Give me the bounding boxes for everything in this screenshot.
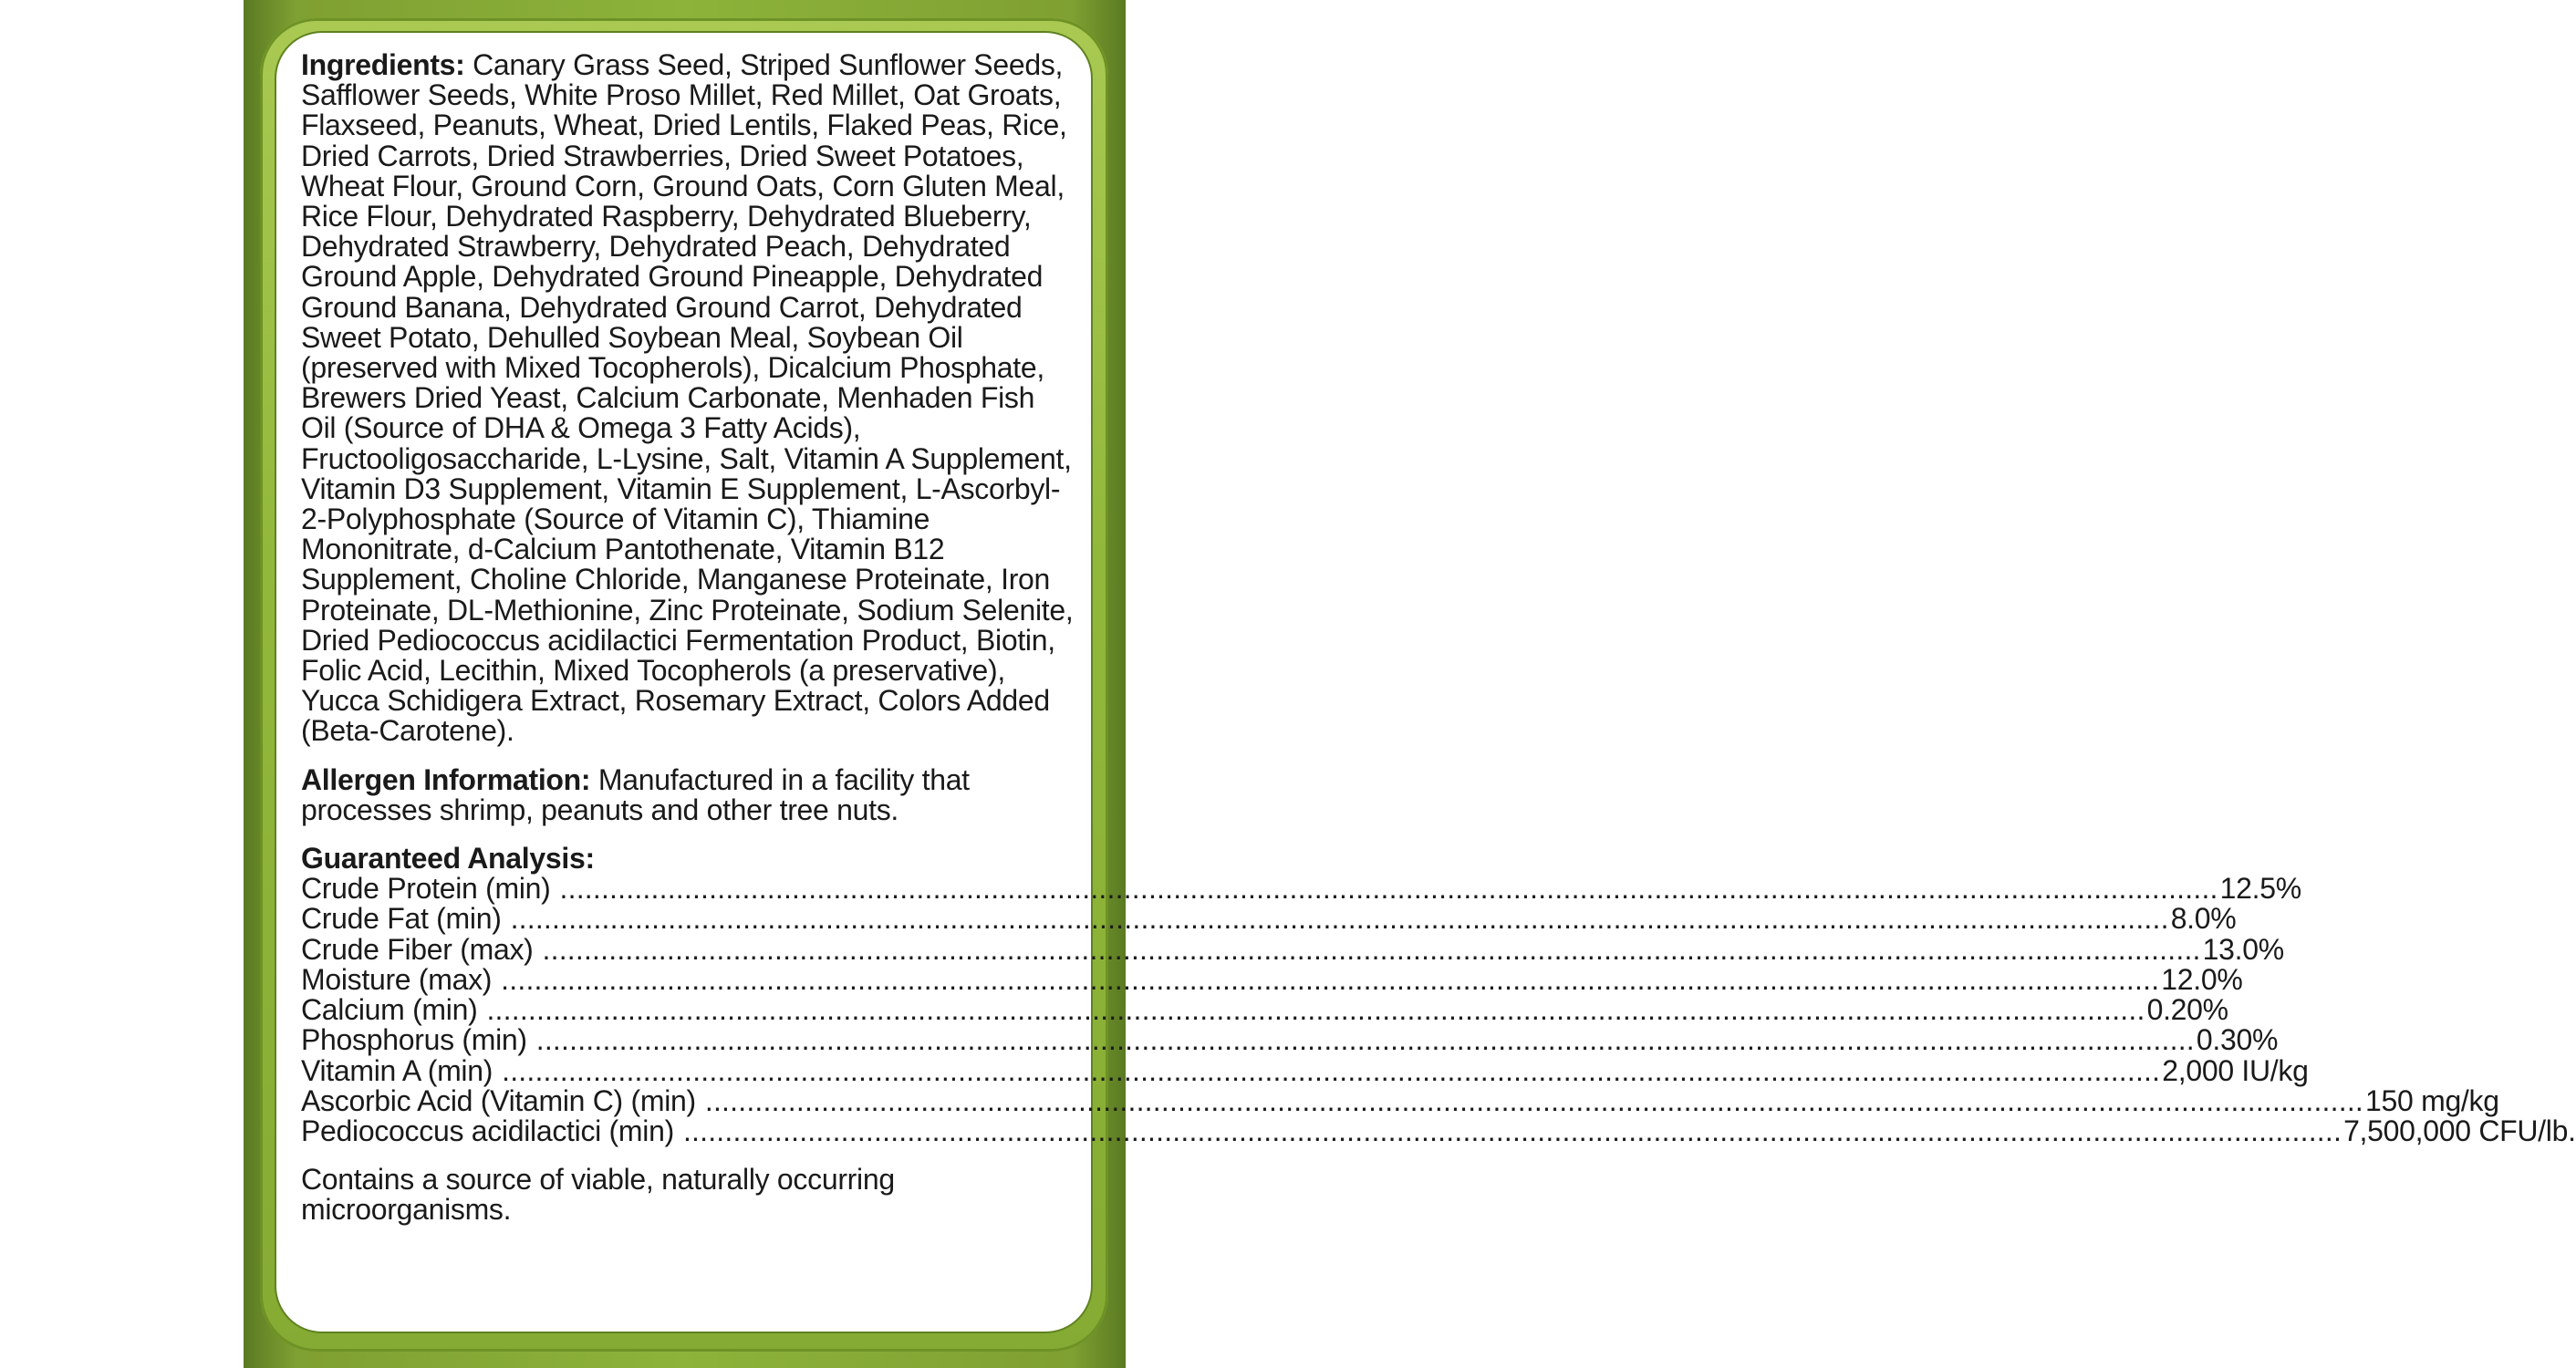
analysis-row: [301, 993, 2228, 1027]
analysis-name: Crude Protein (min): [301, 872, 551, 906]
allergen-label: Allergen Information:: [301, 762, 591, 796]
guaranteed-analysis: [301, 842, 2576, 1147]
analysis-name: Crude Fiber (max): [301, 932, 534, 966]
dot-leader: ........................................................................................................................................................................................................: [486, 993, 2145, 1027]
dot-leader: ........................................................................................................................................................................................................: [510, 902, 2169, 936]
ingredients-text: Canary Grass Seed, Striped Sunflower Seeds, Safflower Seeds, White Proso Millet, Red Millet, Oat Groats, Flaxseed, Peanuts, Wheat, Dried Lentils, Flaked Peas, Rice, Dried Carrots, Dried Strawberries, Dried Sweet Potatoes, Wheat Flour, Ground Corn, Ground Oats, Corn Gluten Meal, Rice Flour, Dehydrated Raspberry, Dehydrated Blueberry, Dehydrated Strawberry, Dehydrated Peach, Dehydrated Ground Apple, Dehydrated Ground Pineapple, Dehydrated Ground Banana, Dehydrated Ground Carrot, Dehydrated Sweet Potato, Dehulled Soybean Meal, Soybean Oil (preserved with Mixed Tocopherols), Dicalcium Phosphate, Brewers Dried Yeast, Calcium Carbonate, Menhaden Fish Oil (Source of DHA & Omega 3 Fatty Acids), Fructooligosaccharide, L-Lysine, Salt, Vitamin A Supplement, Vitamin D3 Supplement, Vitamin E Supplement, L-Ascorbyl-2-Polyphosphate (Source of Vitamin C), Thiamine Mononitrate, d-Calcium Pantothenate, Vitamin B12 Supplement, Choline Chloride, Manganese Proteinate, Iron Proteinate, DL-Methionine, Zinc Proteinate, Sodium Selenite, Dried Pediococcus acidilactici Fermentation Product, Biotin, Folic Acid, Lecithin, Mixed Tocopherols (a preservative), Yucca Schidigera Extract, Rosemary Extract, Colors Added (Beta-Carotene).: [301, 48, 1074, 748]
analysis-value: 0.30%: [2196, 1023, 2279, 1057]
analysis-value: 150 mg/kg: [2365, 1083, 2499, 1117]
dot-leader: ........................................................................................................................................................................................................: [502, 1053, 2161, 1087]
dot-leader: ........................................................................................................................................................................................................: [501, 962, 2160, 996]
dot-leader: ........................................................................................................................................................................................................: [682, 1114, 2342, 1147]
label-content: [301, 48, 2576, 1227]
analysis-value: 7,500,000 CFU/lb.: [2343, 1114, 2576, 1147]
analysis-row: [301, 932, 2284, 966]
ingredients-paragraph: [301, 50, 1076, 747]
analysis-name: Vitamin A (min): [301, 1053, 493, 1087]
analysis-value: 12.0%: [2161, 962, 2243, 996]
spacer: [301, 747, 1076, 765]
analysis-value: 2,000 IU/kg: [2162, 1053, 2309, 1087]
spacer: [301, 825, 1076, 844]
analysis-row: [301, 872, 2301, 906]
analysis-name: Ascorbic Acid (Vitamin C) (min): [301, 1083, 696, 1117]
analysis-value: 13.0%: [2202, 932, 2284, 966]
analysis-name: Pediococcus acidilactici (min): [301, 1114, 674, 1147]
analysis-row: [301, 1114, 2576, 1147]
analysis-value: 8.0%: [2170, 902, 2237, 936]
analysis-row: [301, 902, 2237, 936]
analysis-row: [301, 962, 2243, 996]
guaranteed-analysis-title: Guaranteed Analysis:: [301, 842, 595, 876]
analysis-name: Crude Fat (min): [301, 902, 502, 936]
analysis-name: Moisture (max): [301, 962, 493, 996]
analysis-value: 12.5%: [2219, 872, 2301, 906]
guaranteed-analysis-table: [301, 872, 2576, 1147]
spacer: [301, 1146, 1076, 1165]
analysis-row: [301, 1083, 2499, 1117]
dot-leader: ........................................................................................................................................................................................................: [542, 932, 2201, 966]
footer-note: Contains a source of viable, naturally occurring microorganisms.: [301, 1163, 895, 1227]
analysis-row: [301, 1023, 2279, 1057]
analysis-name: Phosphorus (min): [301, 1023, 527, 1057]
analysis-name: Calcium (min): [301, 993, 478, 1027]
analysis-value: 0.20%: [2146, 993, 2228, 1027]
dot-leader: ........................................................................................................................................................................................................: [535, 1023, 2195, 1057]
dot-leader: ........................................................................................................................................................................................................: [704, 1083, 2363, 1117]
ingredients-label: Ingredients:: [301, 48, 465, 81]
dot-leader: ........................................................................................................................................................................................................: [559, 872, 2218, 906]
analysis-row: [301, 1053, 2309, 1087]
allergen-text: Manufactured in a facility that processes shrimp, peanuts and other tree nuts.: [301, 762, 970, 826]
allergen-paragraph: [301, 762, 1076, 826]
